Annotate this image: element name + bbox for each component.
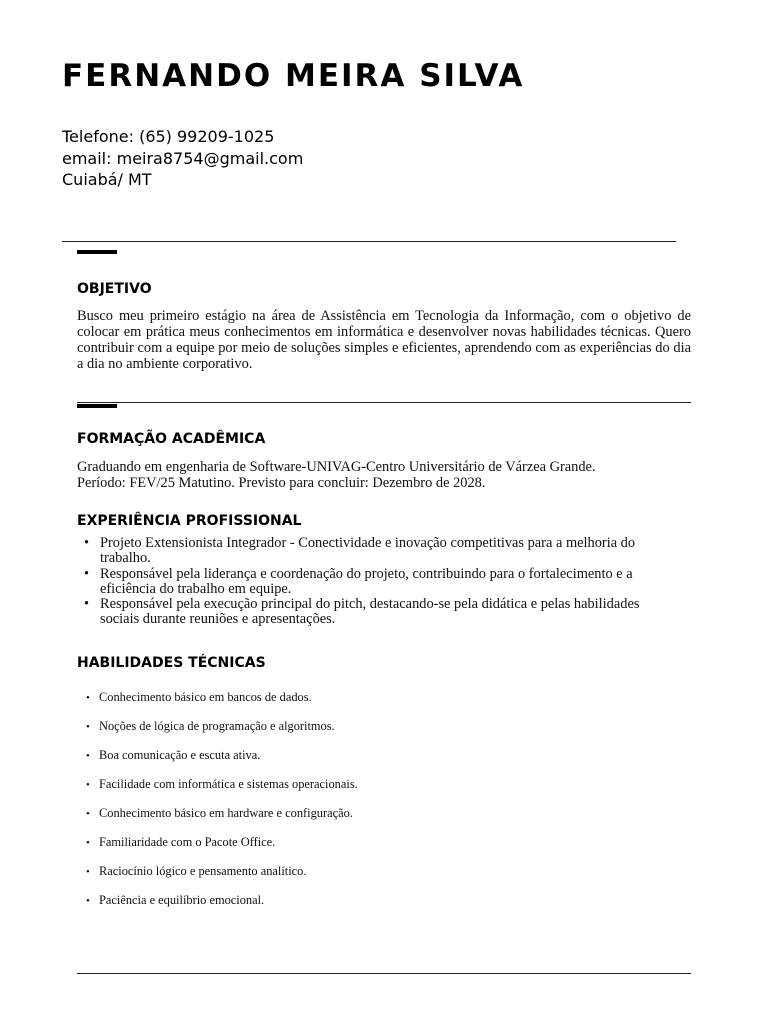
skill-item: • Noções de lógica de programação e algoritmos.	[77, 718, 358, 747]
skill-item: • Facilidade com informática e sistemas operacionais.	[77, 776, 358, 805]
section-heading-experience: EXPERIÊNCIA PROFISSIONAL	[77, 513, 302, 529]
skill-item: • Raciocínio lógico e pensamento analítico.	[77, 863, 358, 892]
divider-bottom	[77, 973, 691, 974]
objective-text: Busco meu primeiro estágio na área de Assistência em Tecnologia da Informação, com o objetivo de colocar em prática meus conhecimentos em informática e desenvolver novas habilidades técnicas. Quero contribuir com a equipe por meio de soluções simples e eficientes, aprendendo com as experiências do dia a dia no ambiente corporativo.	[77, 308, 691, 372]
experience-item: • Responsável pela liderança e coordenação do projeto, contribuindo para o fortalecimento e a eficiência do trabalho em equipe.	[77, 567, 677, 598]
contact-info	[62, 126, 303, 191]
experience-list	[77, 536, 677, 628]
skill-item: • Conhecimento básico em bancos de dados.	[77, 689, 358, 718]
education-details	[77, 459, 697, 491]
education-line: Período: FEV/25 Matutino. Previsto para concluir: Dezembro de 2028.	[77, 475, 486, 491]
experience-item: • Projeto Extensionista Integrador - Conectividade e inovação competitivas para a melhoria do trabalho.	[77, 536, 677, 567]
experience-item: • Responsável pela execução principal do pitch, destacando-se pela didática e pelas habilidades sociais durante reuniões e apresentações.	[77, 597, 677, 628]
skill-item: • Boa comunicação e escuta ativa.	[77, 747, 358, 776]
skills-list	[77, 689, 358, 921]
phone-number: Telefone: (65) 99209-1025	[62, 127, 275, 146]
skill-item: • Paciência e equilíbrio emocional.	[77, 892, 358, 921]
education-line: Graduando em engenharia de Software-UNIVAG-Centro Universitário de Várzea Grande.	[77, 459, 596, 475]
location: Cuiabá/ MT	[62, 170, 152, 189]
section-heading-objective: OBJETIVO	[77, 281, 152, 297]
section-heading-education: FORMAÇÃO ACADÊMICA	[77, 431, 266, 447]
skill-item: • Familiaridade com o Pacote Office.	[77, 834, 358, 863]
skill-item: • Conhecimento básico em hardware e configuração.	[77, 805, 358, 834]
divider-accent-middle	[77, 404, 117, 408]
candidate-name: FERNANDO MEIRA SILVA	[62, 58, 525, 94]
email-address: email: meira8754@gmail.com	[62, 148, 304, 168]
section-heading-skills: HABILIDADES TÉCNICAS	[77, 655, 266, 671]
divider-top	[62, 241, 676, 242]
divider-middle	[77, 402, 691, 403]
divider-accent-top	[77, 250, 117, 254]
